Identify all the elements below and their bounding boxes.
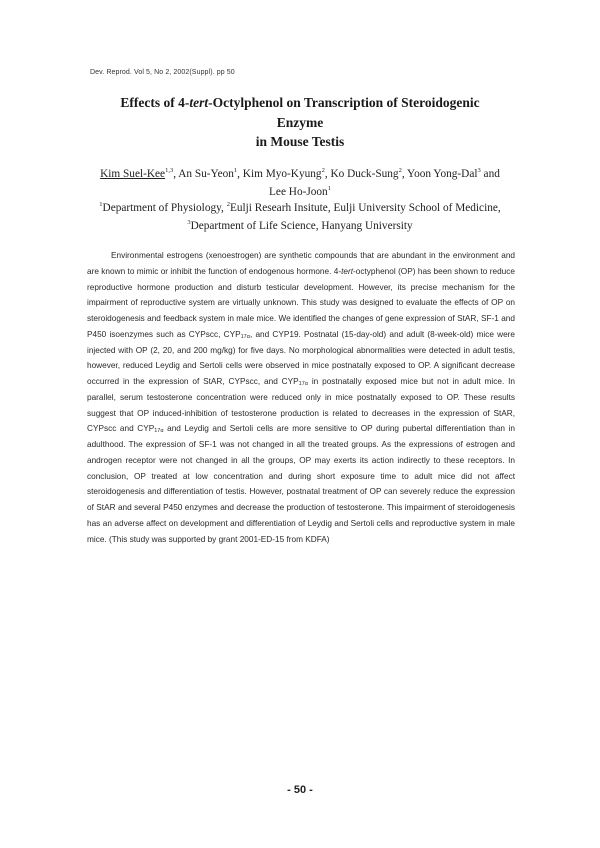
affil-sup: 2 bbox=[226, 201, 230, 208]
title-prefix: Effects of 4- bbox=[120, 95, 190, 110]
author-sep: , bbox=[401, 168, 408, 180]
abstract-text: , and CYP19. Postnatal (15-day-old) and adult (8-week-old) mice were injected with OP (2, 20, and 200 mg/kg) for five days. No morphological abnormalities were detected in adult testis, however, reduced Leydig and Sertoli cells were observed in mice postnatally exposed to OP. A significant decrease occurred in the expression of StAR, CYPscc, and CYP bbox=[87, 329, 515, 386]
abstract-subscript: 17α bbox=[154, 428, 164, 435]
author-sep: , bbox=[237, 168, 243, 180]
abstract-paragraph bbox=[87, 248, 515, 547]
author-sup: 1,3 bbox=[165, 167, 174, 174]
author-sep: , bbox=[173, 168, 179, 180]
title-line2: Enzyme bbox=[276, 114, 324, 130]
abstract-text: and Leydig and Sertoli cells are more sensitive to OP during pubertal differentiation than in adulthood. The expression of SF-1 was not changed in all the treated groups. As the expressions of estrogen and androgen receptor were not changed in all the groups, OP may exerts its action indirectly to these receptors. In conclusion, OP treated at low concentration and during short exposure time to adult mice did not affect steroidogenesis and differentiation of testis. However, postnatal treatment of OP can severely reduce the expression of StAR and several P450 enzymes and decrease the production of testosterone. This impairment of steroidogenesis has an adverse affect on development and differentiation of Leydig and Sertoli cells and reproductive system in male mice. (This study was supported by grant 2001-ED-15 from KDFA) bbox=[87, 424, 516, 544]
title-italic: tert bbox=[189, 95, 209, 110]
author-list bbox=[70, 165, 530, 201]
author-name: An Su-Yeon bbox=[178, 168, 234, 180]
author-sup: 2 bbox=[321, 167, 325, 174]
author-name: Kim Suel-Kee bbox=[100, 168, 166, 180]
affiliations bbox=[60, 200, 540, 235]
title-line3: in Mouse Testis bbox=[255, 134, 345, 149]
journal-citation: Dev. Reprod. Vol 5, No 2, 2002(Suppl). pp 50 bbox=[90, 69, 235, 76]
author-sep: , bbox=[324, 168, 331, 180]
author-sup: 1 bbox=[327, 185, 331, 192]
author-name: Kim Myo-Kyung bbox=[242, 168, 322, 180]
affil-sup: 1 bbox=[99, 201, 103, 208]
author-name: Yoon Yong-Dal bbox=[407, 168, 478, 180]
author-sup: 1 bbox=[233, 167, 238, 174]
abstract-text: -octyphenol (OP) has been shown to reduce reproductive hormone production and disturb testicular development. However, its precise mechanism for the impairment of reproductive system are virtually unknown. This study was designed to evaluate the effects of OP on steroidogenesis and feedback system in male mice. We identified the changes of gene expression of StAR, SF-1 and P450 isoenzymes such as CYPscc, CYP bbox=[87, 266, 515, 339]
abstract-text: in postnatally exposed mice but not in adult mice. In parallel, serum testosterone concentration were reduced only in mice postnatally exposed to OP. These results suggest that OP induced-inhibition of testosterone production is related to decreases in the expression of StAR, CYPscc and CYP bbox=[87, 377, 515, 434]
author-name: Lee Ho-Joon bbox=[269, 186, 328, 198]
author-sep: and bbox=[480, 168, 500, 180]
paper-title bbox=[60, 93, 540, 152]
affiliation-1: Department of Physiology, bbox=[102, 202, 227, 214]
abstract-subscript: 17α bbox=[298, 381, 308, 387]
abstract-italic: tert bbox=[341, 266, 354, 276]
author-name: Ko Duck-Sung bbox=[330, 168, 399, 180]
title-line1-rest: -Octylphenol on Transcription of Steroidogenic bbox=[208, 95, 480, 110]
author-sup: 3 bbox=[477, 167, 481, 174]
page-number: - 50 - bbox=[287, 784, 313, 796]
abstract-subscript: 17α bbox=[240, 333, 250, 340]
affil-sup: 3 bbox=[187, 218, 191, 226]
author-sup: 2 bbox=[398, 167, 402, 174]
abstract bbox=[87, 248, 515, 547]
affiliation-2: Eulji Researh Insitute, Eulji University School of Medicine, bbox=[229, 202, 501, 214]
abstract-text: Environmental estrogens (xenoestrogen) are synthetic compounds that are abundant in the environment and are known to mimic or inhibit the function of endogenous hormone. 4- bbox=[87, 251, 515, 276]
affiliation-3: Department of Life Science, Hanyang University bbox=[190, 219, 413, 232]
